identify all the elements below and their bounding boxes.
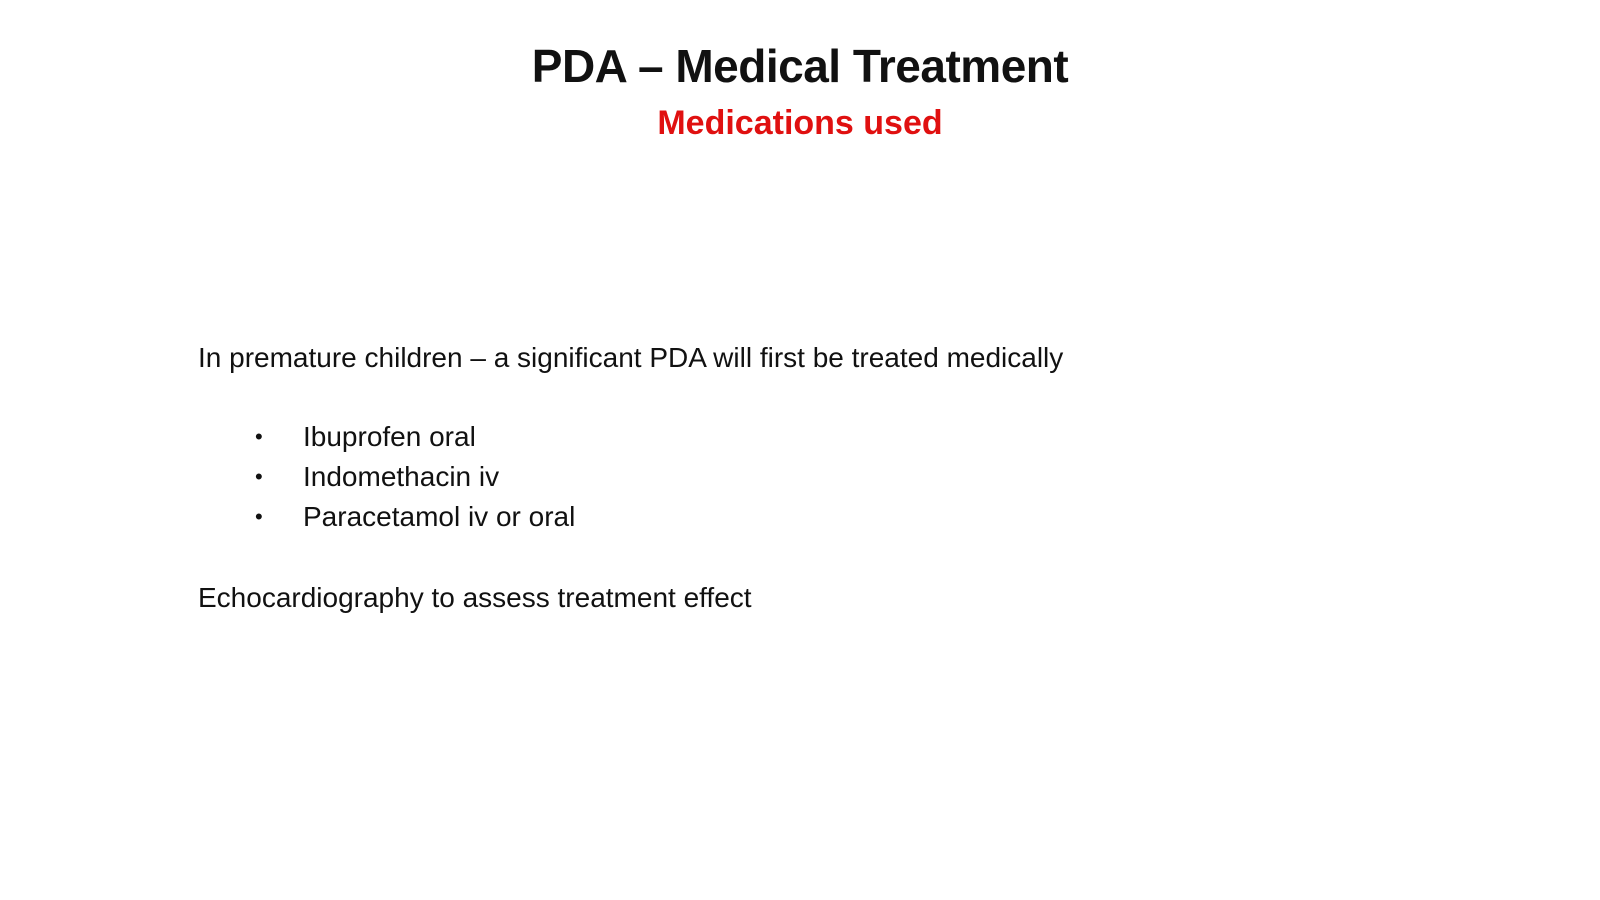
medication-name: Ibuprofen oral	[303, 421, 476, 452]
medication-name: Indomethacin iv	[303, 461, 500, 492]
medication-name: Paracetamol iv or oral	[303, 501, 576, 532]
slide-title: PDA – Medical Treatment	[531, 40, 1069, 92]
slide-subtitle: Medications used	[657, 104, 943, 142]
bullet-icon: •	[255, 504, 263, 529]
bullet-icon: •	[255, 424, 263, 449]
outro-text: Echocardiography to assess treatment effect	[198, 582, 752, 613]
intro-text: In premature children – a significant PDA will first be treated medically	[198, 342, 1064, 373]
bullet-icon: •	[255, 464, 263, 489]
